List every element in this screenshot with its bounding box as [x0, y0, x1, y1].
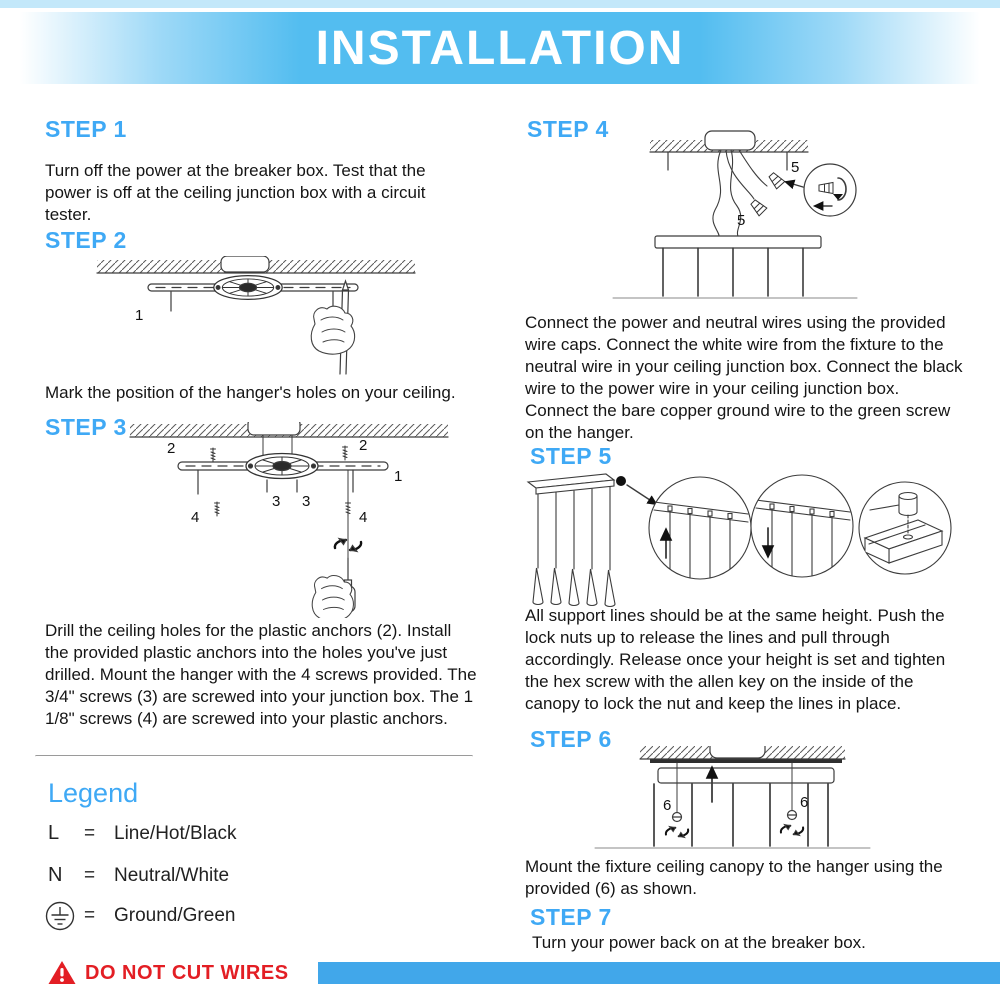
anchor-screw-icon: [346, 502, 351, 516]
legend-item-neutral: [48, 864, 229, 887]
diagram-label: 2: [167, 440, 176, 457]
equals-sign: =: [84, 864, 96, 886]
step1-text: Turn off the power at the breaker box. Test that the power is off at the ceiling junction box with a circuit tester.: [45, 161, 426, 225]
hanger-bar: [650, 760, 842, 764]
legend-symbol: L: [48, 822, 60, 844]
wire-cap-icon: [749, 198, 767, 216]
step3-diagram: [45, 422, 490, 618]
legend-symbol: N: [48, 864, 63, 886]
support-lines: [663, 248, 803, 296]
diagram-label: 4: [359, 509, 368, 526]
warning-text: DO NOT CUT WIRES: [85, 962, 289, 984]
pointer-arrow: [786, 182, 803, 187]
junction-box: [248, 422, 300, 435]
fixture-canopy: [658, 768, 834, 783]
page-title: INSTALLATION: [315, 21, 685, 75]
step5-heading: STEP 5: [530, 443, 612, 469]
legend-label: Ground/Green: [114, 905, 236, 926]
screw-head-icon: [788, 811, 797, 820]
step6-diagram: [520, 746, 980, 858]
diagram-label: 3: [302, 493, 311, 510]
anchor-screw-icon: [215, 502, 220, 516]
diagram-label: 4: [191, 509, 200, 526]
step2-heading: STEP 2: [45, 227, 127, 253]
anchor-screw-icon: [211, 448, 216, 462]
step4-heading: STEP 4: [527, 116, 609, 142]
warning-triangle-icon: [48, 960, 76, 985]
step2-caption: Mark the position of the hanger's holes on your ceiling.: [45, 383, 456, 402]
junction-box: [705, 131, 755, 150]
section-divider: [35, 755, 473, 758]
diagram-label: 3: [272, 493, 281, 510]
screw-head-icon: [673, 813, 682, 822]
diagram-label: 5: [737, 212, 746, 229]
detail-circle-pull-down: [751, 475, 853, 577]
rotate-arrows-icon: [781, 824, 803, 835]
equals-sign: =: [84, 905, 96, 926]
step7-text: Turn your power back on at the breaker box.: [532, 933, 866, 952]
hanger-medallion: [246, 454, 318, 479]
detail-circle-wirecap: [804, 164, 856, 216]
legend-item-ground: [44, 900, 235, 932]
step1-heading: STEP 1: [45, 116, 127, 142]
legend-label: Line/Hot/Black: [114, 822, 237, 844]
lock-nut-dot: [616, 476, 626, 486]
step5-diagram: [520, 466, 980, 616]
pendant-fixture: [528, 474, 656, 607]
wire-cap-icon: [767, 171, 785, 189]
equals-sign: =: [84, 822, 96, 844]
hanger-medallion: [214, 276, 282, 300]
fixture-canopy: [655, 236, 821, 248]
warning-accent-bar: [318, 962, 1000, 984]
step3-text: Drill the ceiling holes for the plastic anchors (2). Install the provided plastic anchors into the holes you've just drilled. Mount the hanger with the 4 screws provided. The 3/4" screws (3) are screwed into your junction box. The 1 1/8" screws (4) are screwed into your plastic anchors.: [45, 621, 477, 729]
legend-item-line: [48, 822, 237, 845]
step3-heading: STEP 3: [45, 414, 127, 440]
step7-heading: STEP 7: [530, 904, 612, 930]
diagram-label: 1: [394, 468, 403, 485]
step6-text: Mount the fixture ceiling canopy to the hanger using the provided (6) as shown.: [525, 857, 943, 899]
step2-diagram: [45, 256, 485, 384]
ground-icon: [44, 900, 76, 932]
detail-circle-hex-screw: [859, 482, 951, 574]
legend-title: Legend: [48, 778, 139, 808]
diagram-label: 6: [663, 797, 672, 814]
junction-box: [221, 256, 269, 272]
hand-icon: [312, 576, 353, 618]
diagram-label: 2: [359, 437, 368, 454]
rotate-arrows-icon: [666, 826, 688, 837]
top-accent-strip: [0, 0, 1000, 8]
detail-circle-push-up: [649, 477, 751, 579]
anchor-screw-icon: [343, 446, 348, 460]
step4-text: Connect the power and neutral wires using the provided wire caps. Connect the white wire from the fixture to the neutral wire in your ceiling junction box. Connect the black wire to the power wire in your ceiling junction box. Connect the bare copper ground wire to the green screw on the hanger.: [525, 313, 963, 443]
step5-text: All support lines should be at the same height. Push the lock nuts up to release the lines and pull through accordingly. Release once your height is set and tighten the hex screw with the allen key on the inside of the canopy to lock the nut and keep the lines in place.: [525, 606, 946, 714]
header-banner: [0, 12, 1000, 84]
diagram-label: 6: [800, 794, 809, 811]
junction-box: [710, 746, 765, 758]
step6-heading: STEP 6: [530, 726, 612, 752]
step4-diagram: [525, 128, 985, 310]
diagram-label: 1: [135, 307, 144, 324]
legend-label: Neutral/White: [114, 864, 230, 886]
diagram-label: 5: [791, 159, 800, 176]
hand-icon: [311, 306, 354, 354]
